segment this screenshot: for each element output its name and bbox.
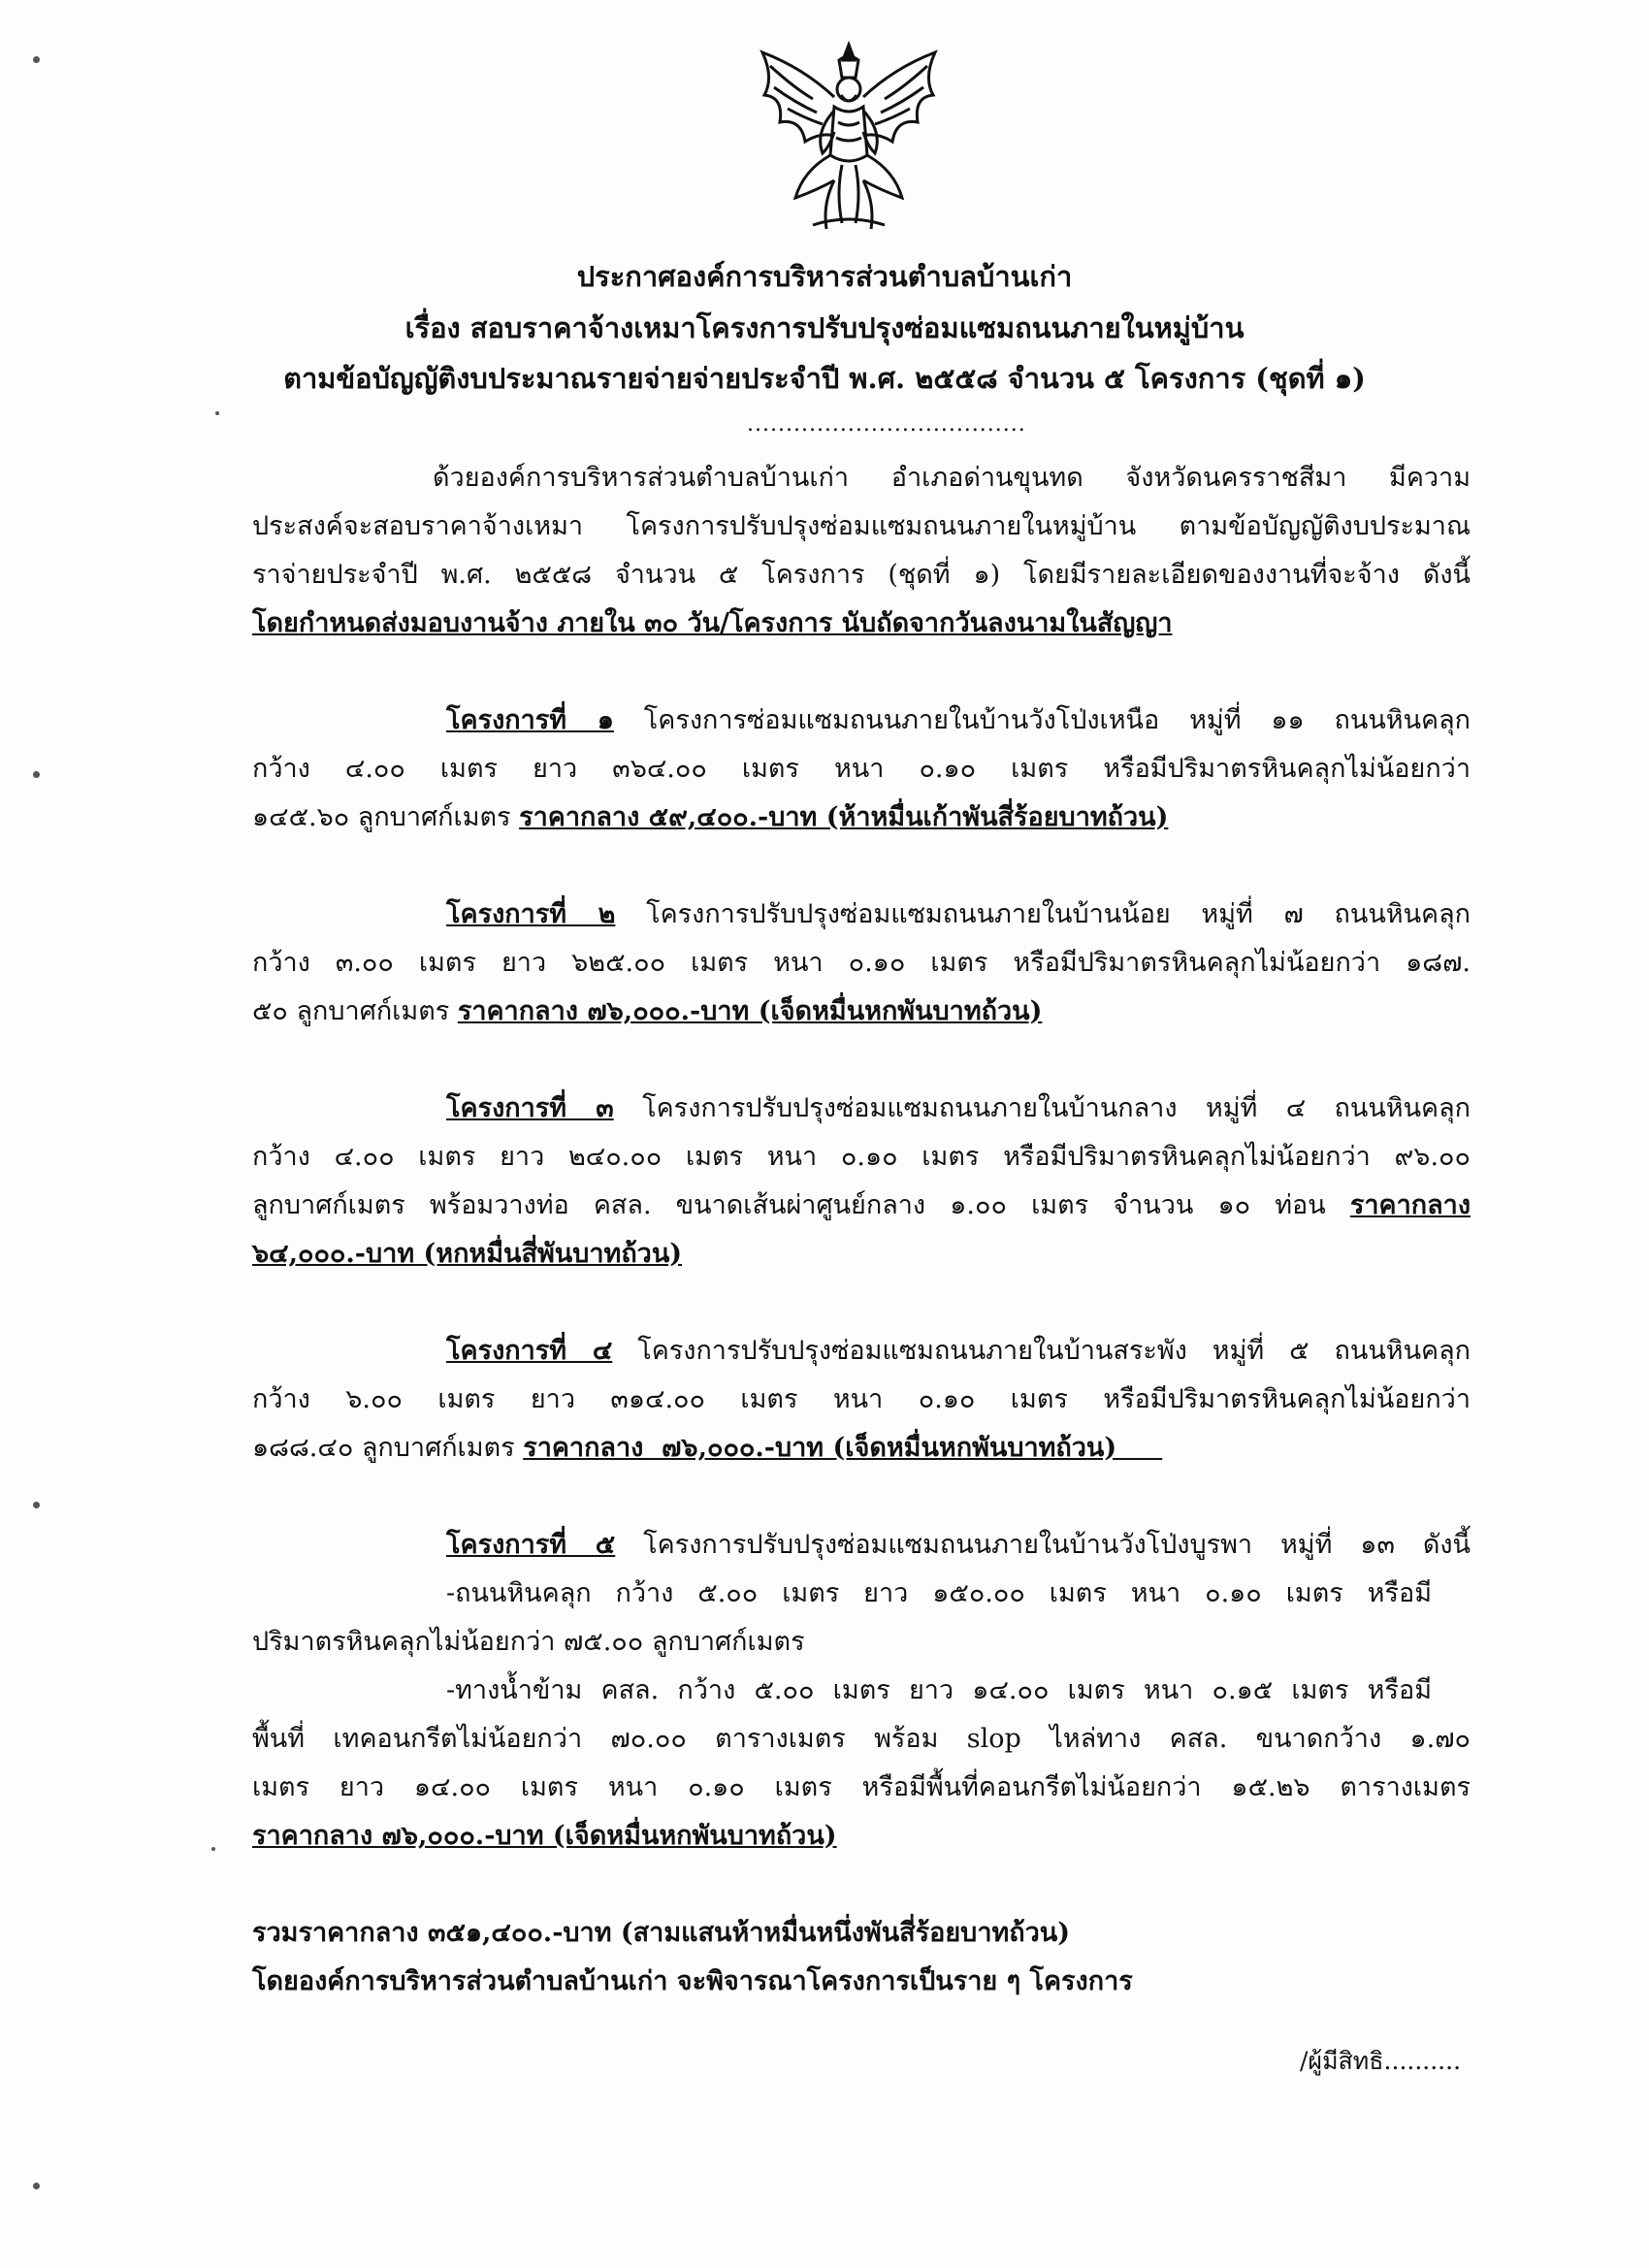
project-3-line-2: กว้าง ๔.๐๐ เมตร ยาว ๒๔๐.๐๐ เมตร หนา ๐.๑๐ เมตร หรือมีปริมาตรหินคลุกไม่น้อยกว่า ๙๖.๐๐	[252, 1142, 1471, 1172]
header-subject: เรื่อง สอบราคาจ้างเหมาโครงการปรับปรุงซ่อมแซมถนนภายในหมู่บ้าน	[404, 311, 1245, 344]
project-2-line-2: กว้าง ๓.๐๐ เมตร ยาว ๖๒๕.๐๐ เมตร หนา ๐.๑๐ เมตร หรือมีปริมาตรหินคลุกไม่น้อยกว่า ๑๘๗.	[252, 948, 1471, 978]
project-5-label: โครงการที่ ๕	[446, 1530, 616, 1560]
project-5-line-1	[446, 1523, 1471, 1565]
intro-line-2: ประสงค์จะสอบราคาจ้างเหมา โครงการปรับปรุงซ่อมแซมถนนภายในหมู่บ้าน ตามข้อบัญญัติงบประมาณ	[252, 511, 1471, 541]
project-4-line-2: กว้าง ๖.๐๐ เมตร ยาว ๓๑๔.๐๐ เมตร หนา ๐.๑๐ เมตร หรือมีปริมาตรหินคลุกไม่น้อยกว่า	[252, 1384, 1471, 1414]
project-2-price: ราคากลาง ๗๖,๐๐๐.-บาท (เจ็ดหมื่นหกพันบาทถ้วน)	[457, 996, 1043, 1026]
project-2-volume: ๕๐ ลูกบาศก์เมตร	[252, 996, 458, 1026]
project-4-price: ราคากลาง ๗๖,๐๐๐.-บาท (เจ็ดหมื่นหกพันบาทถ้วน)	[523, 1433, 1163, 1463]
project-5-line-2: -ถนนหินคลุก กว้าง ๕.๐๐ เมตร ยาว ๑๕๐.๐๐ เมตร หนา ๐.๑๐ เมตร หรือมี	[446, 1578, 1432, 1608]
project-4-volume: ๑๘๘.๔๐ ลูกบาศก์เมตร	[252, 1433, 524, 1463]
header-line-1: ประกาศองค์การบริหารส่วนตำบลบ้านเก่า	[576, 260, 1073, 293]
scan-speck	[33, 2183, 40, 2189]
project-1-label: โครงการที่ ๑	[446, 705, 614, 735]
evaluation-note: โดยองค์การบริหารส่วนตำบลบ้านเก่า จะพิจารณาโครงการเป็นราย ๆ โครงการ	[252, 1966, 1133, 1996]
continuation-marker: /ผู้มีสิทธิ..........	[1300, 2047, 1462, 2075]
project-5-line-3: ปริมาตรหินคลุกไม่น้อยกว่า ๗๕.๐๐ ลูกบาศก์เมตร	[252, 1627, 805, 1657]
project-1-price: ราคากลาง ๕๙,๔๐๐.-บาท (ห้าหมื่นเก้าพันสี่ร้อยบาทถ้วน)	[519, 802, 1169, 832]
project-4-title: โครงการปรับปรุงซ่อมแซมถนนภายในบ้านสระพัง หมู่ที่ ๕ ถนนหินคลุก	[612, 1336, 1471, 1366]
project-1-line-3	[252, 795, 1168, 837]
garuda-emblem	[745, 39, 953, 239]
project-3-price-label: ราคากลาง	[1349, 1190, 1471, 1220]
intro-line-3: ราจ่ายประจำปี พ.ศ. ๒๕๕๘ จำนวน ๕ โครงการ (ชุดที่ ๑) โดยมีรายละเอียดของงานที่จะจ้าง ดังนี้	[252, 560, 1471, 590]
project-2-line-1	[446, 892, 1471, 934]
project-5-line-4: -ทางน้ำข้าม คสล. กว้าง ๕.๐๐ เมตร ยาว ๑๔.๐๐ เมตร หนา ๐.๑๕ เมตร หรือมี	[446, 1675, 1433, 1705]
scan-speck	[215, 411, 219, 415]
project-5-line-6: เมตร ยาว ๑๔.๐๐ เมตร หนา ๐.๑๐ เมตร หรือมีพื้นที่คอนกรีตไม่น้อยกว่า ๑๕.๒๖ ตารางเมตร	[252, 1772, 1471, 1802]
project-2-label: โครงการที่ ๒	[446, 899, 616, 929]
project-3-pipe-detail: ลูกบาศก์เมตร พร้อมวางท่อ คสล. ขนาดเส้นผ่าศูนย์กลาง ๑.๐๐ เมตร จำนวน ๑๐ ท่อน	[252, 1190, 1350, 1220]
project-5-line-5: พื้นที่ เทคอนกรีตไม่น้อยกว่า ๗๐.๐๐ ตารางเมตร พร้อม slop ไหล่ทาง คสล. ขนาดกว้าง ๑.๗๐	[252, 1724, 1471, 1754]
scan-speck	[33, 56, 40, 63]
project-3-title: โครงการปรับปรุงซ่อมแซมถนนภายในบ้านกลาง หมู่ที่ ๔ ถนนหินคลุก	[613, 1093, 1471, 1123]
project-4-line-3	[252, 1426, 1162, 1468]
project-3-line-3	[252, 1183, 1471, 1225]
separator-dots: ....................................	[747, 412, 1026, 437]
header-line-3: ตามข้อบัญญัติงบประมาณรายจ่ายจ่ายประจำปี พ.ศ. ๒๕๕๘ จำนวน ๕ โครงการ (ชุดที่ ๑)	[283, 362, 1366, 395]
project-5-title: โครงการปรับปรุงซ่อมแซมถนนภายในบ้านวังโป่งบูรพา หมู่ที่ ๑๓ ดังนี้	[615, 1530, 1471, 1560]
project-2-title: โครงการปรับปรุงซ่อมแซมถนนภายในบ้านน้อย หมู่ที่ ๗ ถนนหินคลุก	[615, 899, 1471, 929]
project-1-title: โครงการซ่อมแซมถนนภายในบ้านวังโป่งเหนือ หมู่ที่ ๑๑ ถนนหินคลุก	[613, 705, 1471, 735]
scan-speck	[33, 1502, 40, 1508]
project-4-line-1	[446, 1329, 1471, 1371]
scan-speck	[33, 771, 40, 778]
scan-speck	[211, 1847, 215, 1851]
project-1-line-1	[446, 698, 1471, 740]
project-4-label: โครงการที่ ๔	[446, 1336, 613, 1366]
total-price: รวมราคากลาง ๓๕๑,๔๐๐.-บาท (สามแสนห้าหมื่นหนึ่งพันสี่ร้อยบาทถ้วน)	[252, 1918, 1071, 1948]
project-5-price: ราคากลาง ๗๖,๐๐๐.-บาท (เจ็ดหมื่นหกพันบาทถ้วน)	[252, 1821, 837, 1851]
project-3-price: ๖๔,๐๐๐.-บาท (หกหมื่นสี่พันบาทถ้วน)	[252, 1239, 683, 1269]
project-1-line-2: กว้าง ๔.๐๐ เมตร ยาว ๓๖๔.๐๐ เมตร หนา ๐.๑๐ เมตร หรือมีปริมาตรหินคลุกไม่น้อยกว่า	[252, 754, 1471, 784]
intro-line-1: ด้วยองค์การบริหารส่วนตำบลบ้านเก่า อำเภอด่านขุนทด จังหวัดนครราชสีมา มีความ	[433, 463, 1471, 493]
delivery-terms: โดยกำหนดส่งมอบงานจ้าง ภายใน ๓๐ วัน/โครงการ นับถัดจากวันลงนามในสัญญา	[252, 608, 1173, 638]
project-2-line-3	[252, 989, 1042, 1031]
project-3-line-1	[446, 1086, 1471, 1128]
project-1-volume: ๑๔๕.๖๐ ลูกบาศก์เมตร	[252, 802, 520, 832]
project-3-label: โครงการที่ ๓	[446, 1093, 614, 1123]
